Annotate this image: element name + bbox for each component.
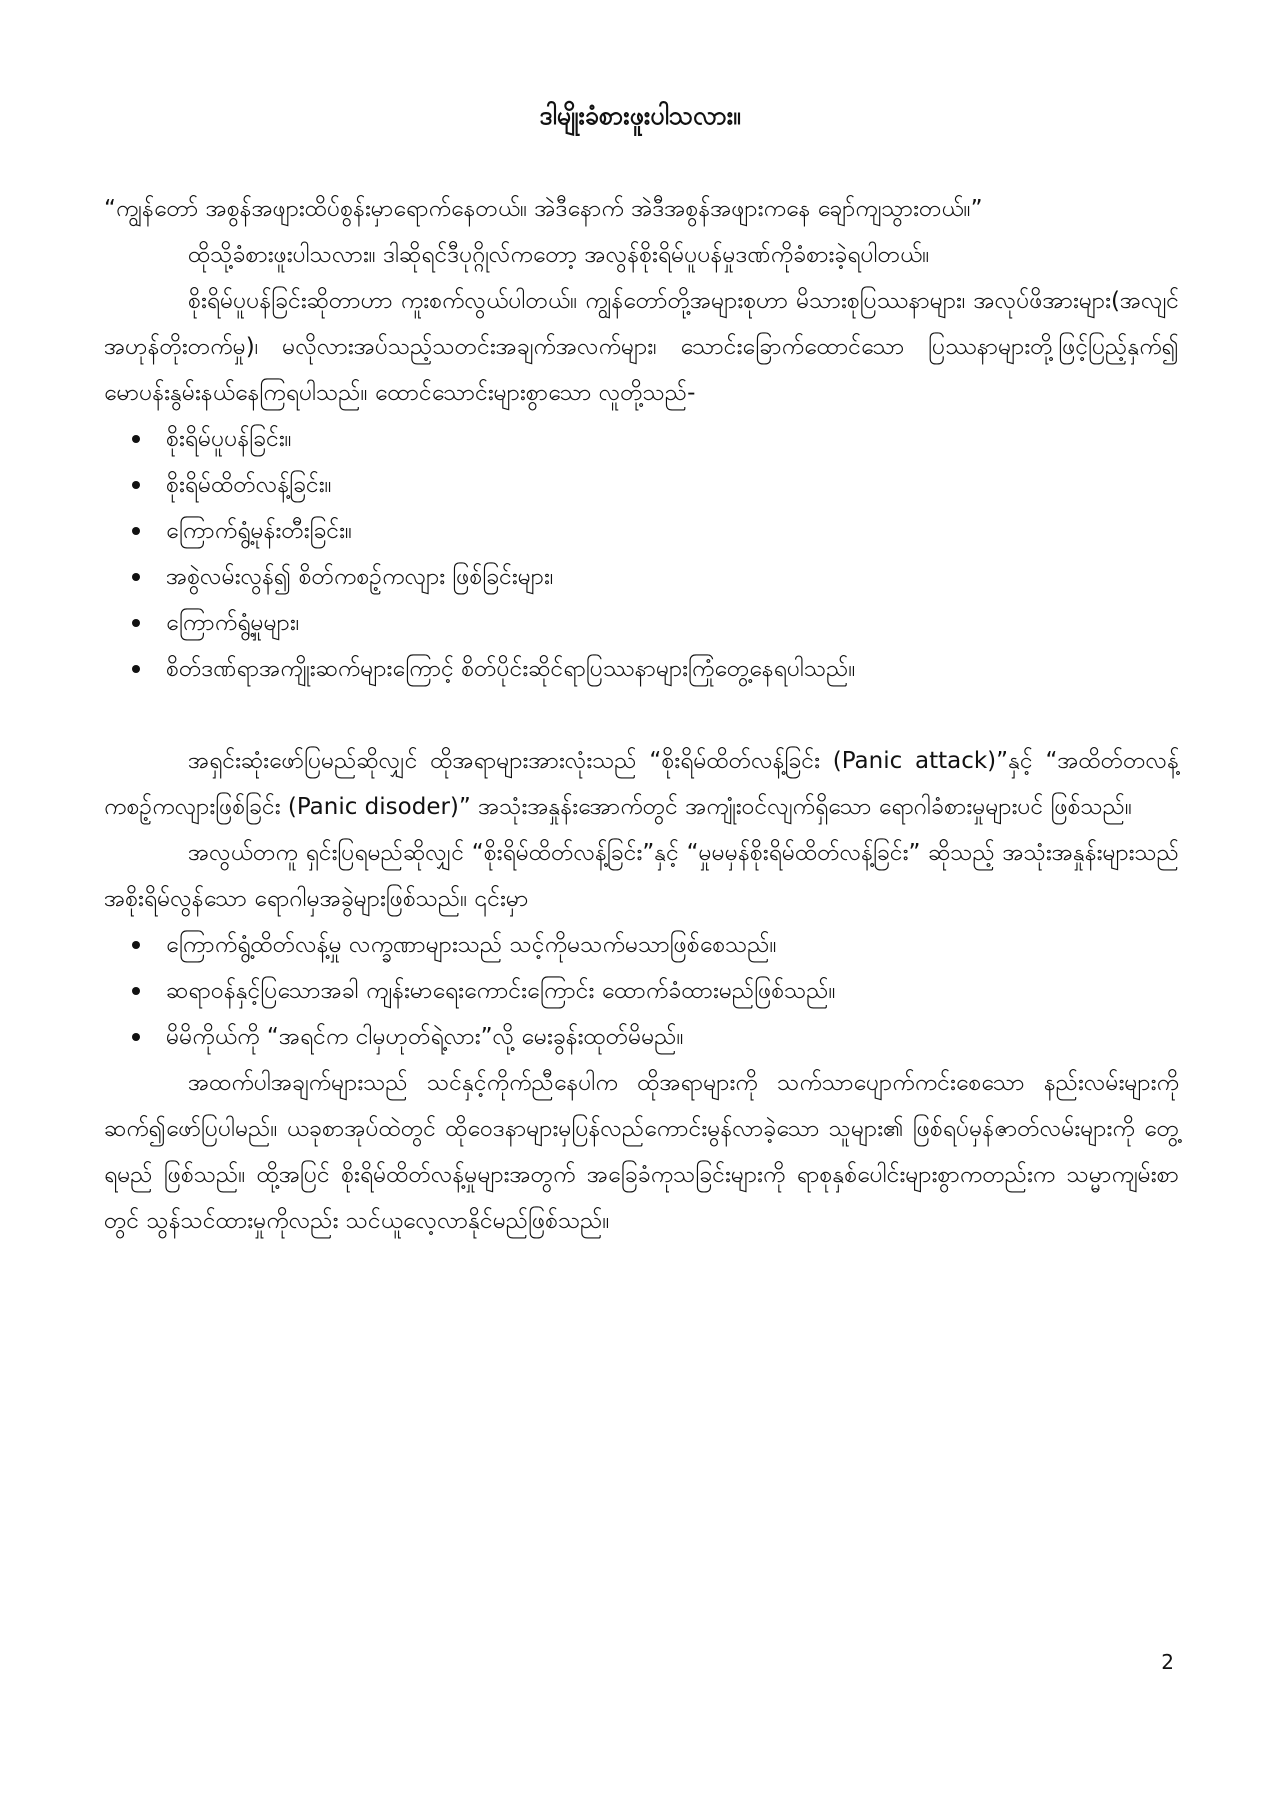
conclusion-paragraph: အထက်ပါအချက်များသည် သင်နှင့်ကိုက်ညီနေပါက ထိုအရာများကို သက်သာပျောက်ကင်းစေသော နည်းလမ်းများကို ဆက်၍ဖော်ပြပါမည်။ ယခုစာအုပ်ထဲတွင် ထိုဝေဒနာများမှပြန်လည်ကောင်းမွန်လာခဲ့သော သူများ၏ ဖြစ်ရပ်မှန်ဇာတ်လမ်းများကို တွေ့ရမည် ဖြစ်သည်။ ထို့အပြင် စိုးရိမ်ထိတ်လန့်မှုများအတွက် အခြေခံကုသခြင်းများကို ရာစုနှစ်ပေါင်းများစွာကတည်းက သမ္မာကျမ်းစာတွင် သွန်သင်ထားမှုကိုလည်း သင်ယူလေ့လာနိုင်မည်ဖြစ်သည်။: [104, 1070, 1179, 1234]
context-paragraph: စိုးရိမ်ပူပန်ခြင်းဆိုတာဟာ ကူးစက်လွယ်ပါတယ်။ ကျွန်တော်တို့အများစုဟာ မိသားစုပြဿနာများ၊ အလုပ်ဖိအားများ(အလျင်အဟုန်တိုးတက်မှု)၊ မလိုလားအပ်သည့်သတင်းအချက်အလက်များ၊ သောင်းခြောက်ထောင်သော ပြဿနာများတို့ဖြင့်ပြည့်နှက်၍ မောပန်းနွမ်းနယ်နေကြရပါသည်။ ထောင်သောင်းများစွာသော လူတို့သည်-: [104, 288, 1179, 406]
list-item-text: မိမိကိုယ်ကို “အရင်က ငါမှဟုတ်ရဲ့လား”လို့ မေးခွန်းထုတ်မိမည်။: [166, 1024, 684, 1050]
list-item-text: စိတ်ဒဏ်ရာအကျိုးဆက်များကြောင့် စိတ်ပိုင်းဆိုင်ရာပြဿနာများကြုံတွေ့နေရပါသည်။: [166, 656, 856, 682]
quote-paragraph: “ကျွန်တော် အစွန်အဖျားထိပ်စွန်းမှာရောက်နေတယ်။ အဲဒီနောက် အဲဒီအစွန်အဖျားကနေ ချော်ကျသွားတယ်။”: [104, 196, 983, 222]
list-item-text: ကြောက်ရွံ့မှုများ၊: [166, 610, 300, 636]
symptom-list: [104, 416, 1179, 692]
body-content: [104, 186, 1179, 1244]
list-item: [104, 922, 1179, 968]
list-item: [104, 462, 1179, 508]
bullet-icon: [132, 619, 140, 627]
spacer: [104, 692, 1179, 738]
page-title: ဒါမျိုးခံစားဖူးပါသလား။: [539, 101, 741, 130]
intro-paragraph: ထိုသို့ခံစားဖူးပါသလား။ ဒါဆိုရင်ဒီပုဂ္ဂိုလ်ကတော့ အလွန်စိုးရိမ်ပူပန်မှုဒဏ်ကိုခံစားခဲ့ရပါတယ်။: [188, 242, 930, 268]
bullet-icon: [132, 941, 140, 949]
list-item: [104, 1014, 1179, 1060]
bullet-icon: [132, 527, 140, 535]
criteria-list: [104, 922, 1179, 1060]
list-item-text: ကြောက်ရွံ့ထိတ်လန့်မှု လက္ခဏာများသည် သင့်ကိုမသက်မသာဖြစ်စေသည်။: [166, 932, 777, 958]
list-item-text: ကြောက်ရွံ့မုန်းတီးခြင်း။: [166, 518, 352, 544]
bullet-icon: [132, 987, 140, 995]
definition-paragraph: အရှင်းဆုံးဖော်ပြမည်ဆိုလျှင် ထိုအရာများအားလုံးသည် “စိုးရိမ်ထိတ်လန့်ခြင်း (Panic attack)”နှင့် “အထိတ်တလန့် ကစဉ့်ကလျားဖြစ်ခြင်း (Panic disoder)” အသုံးအနှုန်းအောက်တွင် အကျုံးဝင်လျက်ရှိသော ရောဂါခံစားမှုများပင် ဖြစ်သည်။: [104, 748, 1179, 820]
bullet-icon: [132, 665, 140, 673]
list-item: [104, 508, 1179, 554]
list-item: [104, 646, 1179, 692]
bullet-icon: [132, 481, 140, 489]
bullet-icon: [132, 1033, 140, 1041]
list-item-text: အစွဲလမ်းလွန်၍ စိတ်ကစဉ့်ကလျား ဖြစ်ခြင်းများ၊: [166, 564, 554, 590]
explanation-paragraph: အလွယ်တကူ ရှင်းပြရမည်ဆိုလျှင် “စိုးရိမ်ထိတ်လန့်ခြင်း”နှင့် “မှုမမှန်စိုးရိမ်ထိတ်လန့်ခြင်း” ဆိုသည့် အသုံးအနှုန်းများသည် အစိုးရိမ်လွန်သော ရောဂါမှအခွဲများဖြစ်သည်။ ၎င်းမှာ: [104, 840, 1179, 912]
list-item-text: ဆရာဝန်နှင့်ပြသောအခါ ကျန်းမာရေးကောင်းကြောင်း ထောက်ခံထားမည်ဖြစ်သည်။: [166, 978, 836, 1004]
list-item-text: စိုးရိမ်ထိတ်လန့်ခြင်း။: [166, 472, 332, 498]
list-item: [104, 600, 1179, 646]
list-item-text: စိုးရိမ်ပူပန်ခြင်း။: [166, 426, 292, 452]
list-item: [104, 416, 1179, 462]
list-item: [104, 968, 1179, 1014]
list-item: [104, 554, 1179, 600]
bullet-icon: [132, 435, 140, 443]
bullet-icon: [132, 573, 140, 581]
page-number: 2: [1161, 1650, 1174, 1674]
